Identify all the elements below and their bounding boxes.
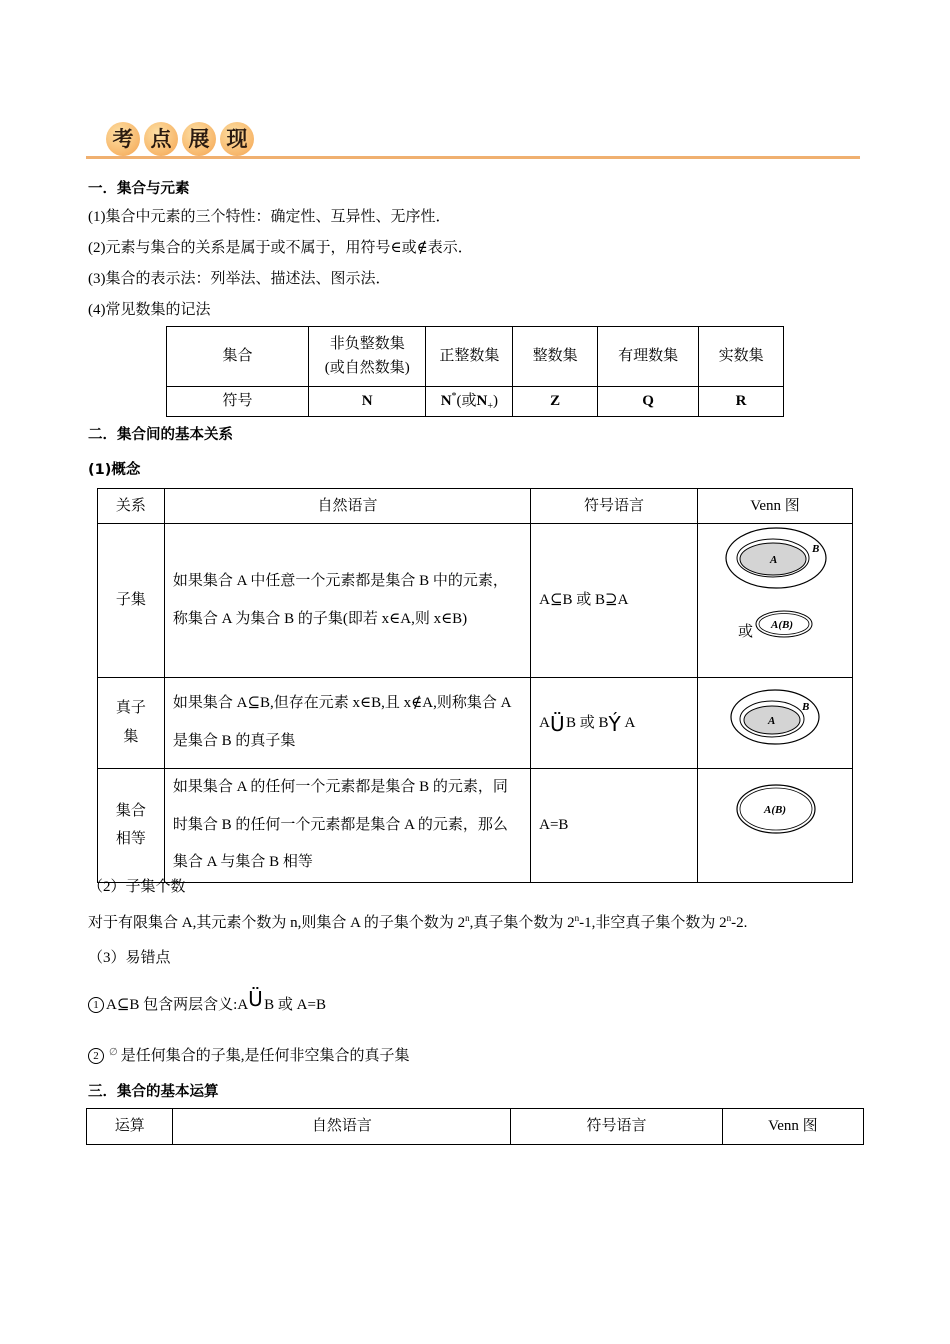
venn-proper-a: A: [767, 714, 776, 727]
nstar-sup: *: [451, 390, 457, 402]
header-venn: Venn 图: [697, 489, 852, 524]
section1-item-4: (4)常见数集的记法: [88, 302, 211, 318]
pitfall-1-text2: B 或 A=B: [264, 997, 326, 1013]
pitfall-1-text1: A⊆B 包含两层含义:A: [106, 997, 249, 1013]
pitfall-2-num: 2: [88, 1048, 104, 1064]
banner-char-4: 现: [220, 122, 254, 156]
cell-integers: 整数集: [513, 327, 598, 387]
section2-sub3: （3）易错点: [88, 950, 171, 966]
nplus-base: N: [476, 392, 488, 409]
venn-equal-diagram: [700, 769, 850, 849]
natural-equal: 如果集合 A 的任何一个元素都是集合 B 的元素，同时集合 B 的任何一个元素都是集合 A 的元素，那么集合 A 与集合 B 相等: [164, 769, 530, 883]
ps-a1: A: [539, 714, 550, 731]
cell-positive-integers: 正整数集: [426, 327, 513, 387]
count-sup3: n: [726, 913, 732, 923]
ps-mid: B 或 B: [565, 714, 609, 731]
cell-rationals: 有理数集: [598, 327, 699, 387]
number-sets-table: [166, 326, 784, 417]
relation-equal: [98, 769, 165, 883]
section2-sub2: （2）子集个数: [88, 879, 186, 895]
symbol-n: N: [308, 387, 425, 417]
venn-label-a: A: [769, 554, 778, 566]
count-p1: 对于有限集合 A,其元素个数为 n,则集合 A 的子集个数为 2: [88, 915, 466, 931]
relation-subset: 子集: [98, 524, 165, 678]
header-symbol: 符号语言: [531, 489, 698, 524]
nstar-close: ): [493, 392, 499, 409]
symbol-subset: A⊆B 或 B⊇A: [531, 524, 698, 678]
section1-item-2: (2)元素与集合的关系是属于或不属于，用符号∈或∉表示．: [88, 240, 473, 256]
equal-line2: 相等: [115, 831, 146, 848]
venn-equal: [697, 769, 852, 883]
section3-title: 三．集合的基本运算: [88, 1084, 219, 1100]
pitfall-1-num: 1: [88, 997, 104, 1013]
venn-equal-ab: A(B): [763, 804, 786, 816]
nstar-mid: (或: [456, 392, 477, 409]
venn-or: 或: [737, 624, 753, 640]
count-p2: ,真子集个数为 2: [469, 915, 575, 931]
venn-label-ab: A(B): [770, 619, 793, 631]
count-p3: -1,非空真子集个数为 2: [579, 915, 727, 931]
ps-a2: A: [624, 714, 636, 731]
cell-set-label: 集合: [167, 327, 309, 387]
ps-glyph1: Ü: [549, 711, 565, 736]
pitfall-2-text: 是任何集合的子集,是任何非空集合的真子集: [120, 1048, 410, 1064]
pitfall-1-glyph: Ü: [248, 987, 263, 1011]
section2-sub1: (1)概念: [88, 462, 141, 478]
op-header-operation: 运算: [87, 1109, 173, 1145]
proper-subset-line1: 真子: [115, 700, 146, 717]
pitfall-1: [88, 987, 326, 1014]
cell-symbol-label: 符号: [167, 387, 309, 417]
symbol-r: R: [699, 387, 784, 417]
header-natural: 自然语言: [164, 489, 530, 524]
section1-item-1: (1)集合中元素的三个特性：确定性、互异性、无序性．: [88, 209, 451, 225]
header-relation: 关系: [98, 489, 165, 524]
relations-table: [97, 488, 853, 883]
banner-underline: [86, 156, 860, 159]
subset-count-text: [88, 911, 747, 932]
nstar-base: N: [440, 392, 452, 409]
venn-subset-diagram: [700, 524, 850, 666]
cell-natural-numbers: [308, 327, 425, 387]
ps-glyph2: Ý: [608, 711, 621, 736]
section1-title: 一．集合与元素: [88, 181, 190, 197]
proper-subset-line2: 集: [123, 728, 139, 745]
venn-proper-b: B: [801, 700, 810, 713]
symbol-proper-subset: [531, 677, 698, 769]
section1-item-3: (3)集合的表示法：列举法、描述法、图示法．: [88, 271, 391, 287]
venn-label-b: B: [811, 543, 820, 555]
symbol-z: Z: [513, 387, 598, 417]
op-header-natural: 自然语言: [173, 1109, 511, 1145]
nplus-sub: +: [487, 400, 494, 412]
empty-set-icon: ∅: [109, 1047, 118, 1058]
natural-proper-subset: 如果集合 A⊆B,但存在元素 x∈B,且 x∉A,则称集合 A 是集合 B 的真子集: [164, 677, 530, 769]
equal-line1: 集合: [115, 802, 146, 819]
venn-subset: [697, 524, 852, 678]
symbol-q: Q: [598, 387, 699, 417]
op-header-venn: Venn 图: [722, 1109, 863, 1145]
natural-numbers-line1: 非负整数集: [329, 336, 405, 353]
section2-title: 二．集合间的基本关系: [88, 427, 233, 443]
count-sup1: n: [465, 913, 470, 923]
natural-numbers-line2: (或自然数集): [324, 359, 410, 376]
relation-proper-subset: [98, 677, 165, 769]
banner-char-2: 点: [144, 122, 178, 156]
banner-char-3: 展: [182, 122, 216, 156]
pitfall-2: [88, 1044, 409, 1065]
section-banner: [86, 118, 860, 164]
operations-table: [86, 1108, 864, 1145]
cell-reals: 实数集: [699, 327, 784, 387]
op-header-symbol: 符号语言: [511, 1109, 723, 1145]
natural-subset: 如果集合 A 中任意一个元素都是集合 B 中的元素，称集合 A 为集合 B 的子集(即若 x∈A,则 x∈B): [164, 524, 530, 678]
venn-proper-subset: [697, 677, 852, 769]
symbol-nstar: [426, 387, 513, 417]
venn-proper-diagram: [700, 678, 850, 758]
count-p4: -2.: [731, 915, 748, 931]
count-sup2: n: [574, 913, 580, 923]
banner-char-1: 考: [106, 122, 140, 156]
symbol-equal: A=B: [531, 769, 698, 883]
